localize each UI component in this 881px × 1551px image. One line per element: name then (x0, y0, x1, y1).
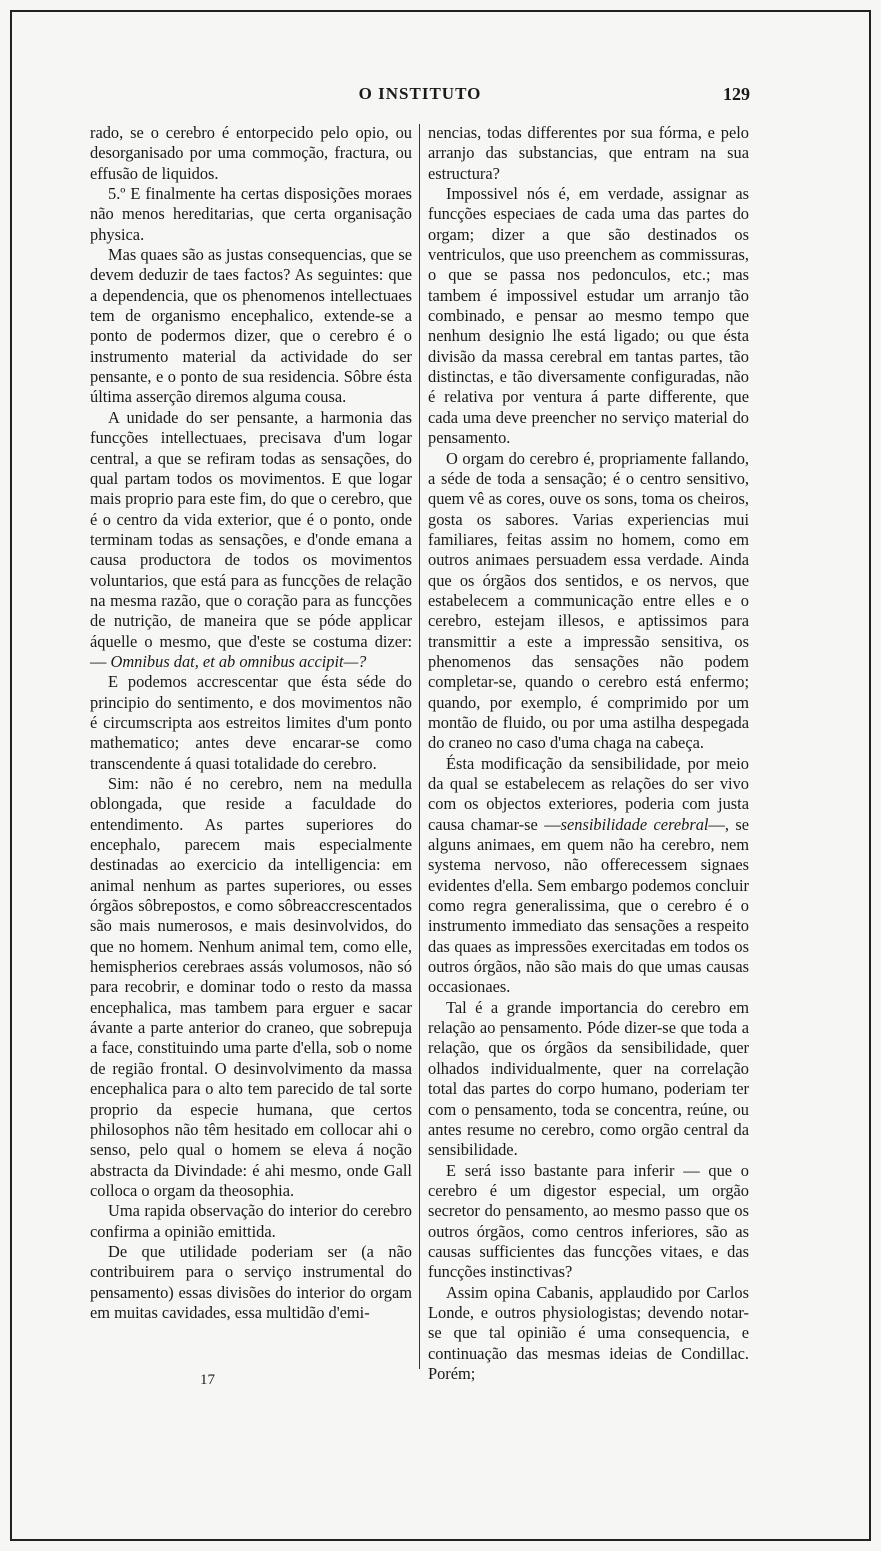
paragraph: Uma rapida observação do interior do cerebro confirma a opinião emittida. (90, 1201, 412, 1241)
paragraph (428, 754, 749, 998)
paragraph: Mas quaes são as justas consequencias, que se devem deduzir de taes factos? As seguintes: que a dependencia, que os phenomenos intellectuaes tem de organismo encephalico, extende-se a ponto de podermos dizer, que o cerebro é o instrumento material da actividade do ser pensante, e o ponto de sua residencia. Sôbre ésta última asserção diremos alguma cousa. (90, 245, 412, 407)
paragraph-text: A unidade do ser pensante, a harmonia das funcções intellectuaes, precisava d'um logar central, a que se refiram todas as sensações, do qual partam todos os movimentos. E que logar mais proprio para este fim, do que o cerebro, que é o centro da vida exterior, que é o ponto, onde terminam todas as sensações, e d'onde emana a causa productora de todos os movimentos voluntarios, que está para as funcções de relação na mesma razão, que o coração para as funcções de nutrição, de maneira que se póde applicar áquelle o mesmo, que d'este se costuma dizer: — (90, 407, 412, 671)
paragraph: Tal é a grande importancia do cerebro em relação ao pensamento. Póde dizer-se que toda a relação, que os órgãos da sensibilidade, quer olhados individualmente, quer na correlação total das partes do corpo humano, poderiam ter com o pensamento, toda se concentra, reúne, ou antes resume no cerebro, como orgão central da sensibilidade. (428, 997, 749, 1160)
latin-quote: Omnibus dat, et ab omnibus accipit (110, 651, 344, 671)
paragraph: Sim: não é no cerebro, nem na medulla oblongada, que reside a faculdade do entendimento. As partes superiores do encephalo, parecem mais especialmente destinadas ao exercicio da intelligencia: em animal nenhum as partes superiores, ou esses órgãos sôbrepostos, e como sôbreaccrescentados são mais numerosos, e mais desinvolvidos, do que no homem. Nenhum animal tem, como elle, hemispherios cerebraes assás volumosos, não só para recobrir, e dominar todo o resto da massa encephalica, mas tambem para erguer e sacar ávante a parte anterior do craneo, que sobrepuja a face, constituindo uma parte d'ella, sob o nome de região frontal. O desinvolvimento da massa encephalica para o alto tem parecido de tal sorte proprio da especie humana, que certos philosophos não têm hesitado em collocar ahi o senso, pelo qual o homem se eleva á noção abstracta da Divindade: é ahi mesmo, onde Gall colloca o orgam da theosophia. (90, 774, 412, 1200)
paragraph: rado, se o cerebro é entorpecido pelo opio, ou desorganisado por uma commoção, fractura, ou effusão de liquidos. (90, 123, 412, 183)
paragraph (90, 408, 412, 672)
latin-quote-end: —? (343, 651, 367, 671)
column-divider (419, 124, 420, 1369)
paragraph: O orgam do cerebro é, propriamente fallando, a séde de toda a sensação; é o centro sensitivo, quem vê as cores, ouve os sons, toma os cheiros, gosta os sabores. Varias experiencias mui familiares, feitas assim no homem, como em outros animaes persuadem essa verdade. Ainda que os órgãos dos sentidos, e os nervos, que estabelecem a communicação entre elles e o cerebro, estejam illesos, e aptissimos para transmittir a este a impressão sensitiva, os phenomenos das sensações não podem completar-se, quando o cerebro está enfermo; quando, por exemplo, é comprimido por um montão de fluido, ou por uma astilha despegada do craneo no caso d'uma chaga na cabeça. (428, 448, 749, 753)
signature-mark: 17 (200, 1372, 215, 1388)
paragraph: Assim opina Cabanis, applaudido por Carlos Londe, e outros physiologistas; devendo notar-se que tal opinião é uma consequencia, e continuação das mesmas ideias de Condillac. Porém; (428, 1282, 749, 1383)
paragraph: E será isso bastante para inferir — que o cerebro é um digestor especial, um orgão secretor do pensamento, ao mesmo passo que os outros órgãos, como centros inferiores, são as causas sufficientes das funcções vitaes, e das funcções instinctivas? (428, 1160, 749, 1282)
paragraph: De que utilidade poderiam ser (a não contribuirem para o serviço instrumental do pensamento) essas divisões do interior do orgam em muitas cavidades, essa multidão d'emi- (90, 1241, 412, 1322)
page-header (90, 84, 750, 110)
paragraph: E podemos accrescentar que ésta séde do principio do sentimento, e dos movimentos não é circumscripta aos estreitos limites d'um ponto mathematico; antes deve encarar-se como transcendente á quasi totalidade do cerebro. (90, 672, 412, 773)
paragraph: 5.º E finalmente ha certas disposições moraes não menos hereditarias, que certa organisação physica. (90, 184, 412, 244)
paragraph-text: Ésta modificação da sensibilidade, por meio da qual se estabelecem as relações do ser vivo com os objectos exteriores, poderia com justa causa chamar-se — (428, 753, 749, 834)
page-number: 129 (723, 84, 750, 104)
running-title: O INSTITUTO (358, 84, 482, 103)
paragraph: Impossivel nós é, em verdade, assignar as funcções especiaes de cada uma das partes do orgam; dizer a que são destinados os ventriculos, que uso preenchem as commissuras, o que se passa nos pedonculos, etc.; mas tambem é impossivel estudar um arranjo tão combinado, e pensar ao mesmo tempo que nenhum designio lhe está ligado; ou que ésta divisão da massa cerebral em tantas partes, tão distinctas, e tão diversamente configuradas, não é relativa por ventura á parte differente, que cada uma deve preencher no serviço material do pensamento. (428, 184, 749, 448)
term-italic: sensibilidade cerebral (560, 814, 709, 834)
right-column (428, 123, 749, 1384)
paragraph: nencias, todas differentes por sua fórma, e pelo arranjo das substancias, que entram na sua estructura? (428, 123, 749, 183)
left-column (90, 123, 412, 1323)
paragraph-text-end: —, se alguns animaes, em quem não ha cerebro, nem systema nervoso, não offerecessem signaes evidentes d'ella. Sem embargo podemos concluir como regra generalissima, que o cerebro é o instrumento immediato das sensações a respeito das quaes as impressões exercitadas em todos os outros órgãos, não são mais do que umas causas occasionaes. (428, 814, 750, 997)
